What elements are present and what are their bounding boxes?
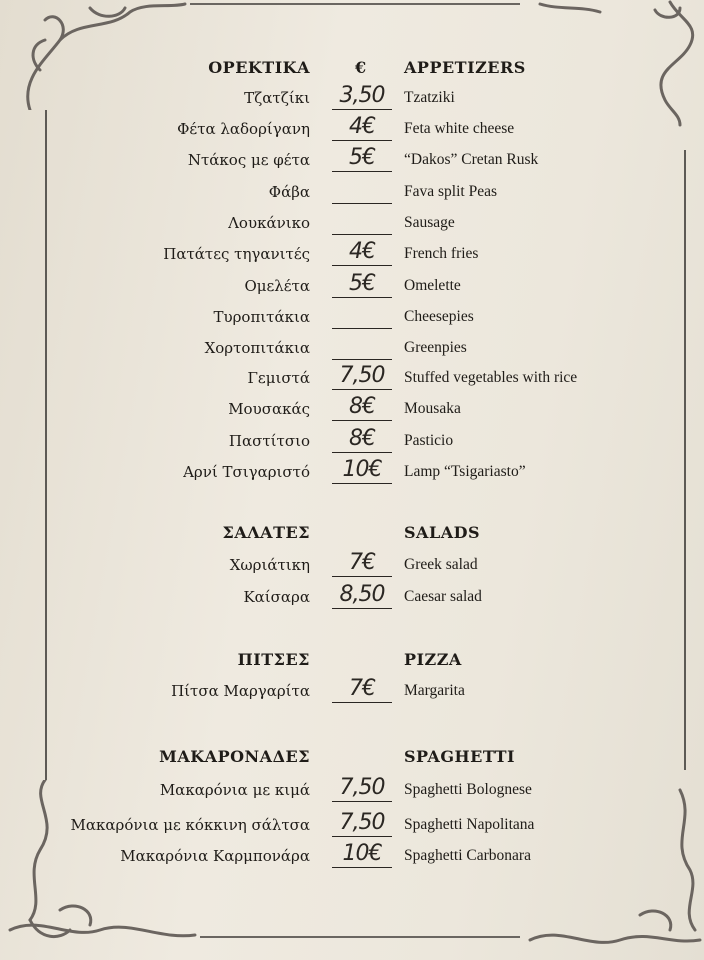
menu-item-price: 7,50	[339, 775, 385, 800]
corner-flourish-icon	[530, 0, 704, 130]
menu-item-price: 8,50	[339, 582, 385, 607]
price-line	[332, 203, 392, 204]
menu-item-gr: Χωριάτικη	[229, 556, 310, 574]
bottom-border-line	[200, 936, 520, 938]
menu-item-gr: Μακαρόνια με κιμά	[159, 781, 310, 799]
menu-item-gr: Μουσακάς	[228, 400, 310, 418]
menu-item-gr: Ντάκος με φέτα	[187, 151, 310, 169]
left-border-line	[45, 110, 47, 780]
price-line	[332, 359, 392, 360]
price-line	[332, 109, 392, 110]
menu-item-en: Margarita	[404, 682, 465, 699]
corner-flourish-icon	[0, 0, 190, 110]
menu-item-en: Cheesepies	[404, 308, 474, 325]
menu-item-en: Feta white cheese	[404, 120, 515, 137]
menu-item-en: Sausage	[404, 214, 455, 231]
section-title-gr: ΠΙΤΣΕΣ	[237, 650, 310, 669]
price-line	[332, 140, 392, 141]
price-line	[332, 234, 392, 235]
menu-item-price: 5€	[349, 145, 375, 170]
menu-item-en: Spaghetti Carbonara	[404, 847, 531, 864]
menu-item-en: Greek salad	[404, 556, 478, 573]
menu-item-price: 3,50	[339, 83, 385, 108]
menu-item-gr: Μακαρόνια Καρμπονάρα	[120, 847, 310, 865]
menu-item-en: Tzatziki	[404, 89, 455, 106]
section-title-en: PIZZA	[404, 650, 462, 669]
menu-item-price: 5€	[349, 271, 375, 296]
price-line	[332, 576, 392, 577]
menu-item-price: 4€	[349, 239, 375, 264]
price-line	[332, 265, 392, 266]
menu-item-gr: Καίσαρα	[243, 588, 310, 606]
menu-item-en: Lamp “Tsigariasto”	[404, 463, 526, 480]
menu-item-gr: Αρνί Τσιγαριστό	[183, 463, 310, 481]
price-line	[332, 867, 392, 868]
menu-item-gr: Πατάτες τηγανιτές	[163, 245, 310, 263]
price-line	[332, 297, 392, 298]
menu-item-gr: Χορτοπιτάκια	[204, 339, 310, 357]
price-line	[332, 452, 392, 453]
price-line	[332, 702, 392, 703]
menu-item-gr: Μακαρόνια με κόκκινη σάλτσα	[70, 816, 310, 834]
menu-item-en: Spaghetti Napolitana	[404, 816, 535, 833]
menu-item-en: Mousaka	[404, 400, 461, 417]
menu-item-price: 10€	[342, 457, 382, 482]
corner-flourish-icon	[0, 780, 200, 960]
menu-item-gr: Γεμιστά	[247, 369, 310, 387]
section-title-gr: ΜΑΚΑΡΟΝΑΔΕΣ	[159, 747, 310, 766]
menu-item-en: Caesar salad	[404, 588, 482, 605]
menu-item-price: 4€	[349, 114, 375, 139]
menu-item-en: Stuffed vegetables with rice	[404, 369, 578, 386]
menu-item-gr: Ομελέτα	[244, 277, 310, 295]
menu-item-en: Omelette	[404, 277, 461, 294]
menu-item-gr: Φάβα	[268, 183, 310, 201]
price-line	[332, 483, 392, 484]
menu-item-gr: Τζατζίκι	[244, 89, 310, 107]
top-border-line	[190, 3, 520, 5]
price-line	[332, 389, 392, 390]
menu-item-en: “Dakos” Cretan Rusk	[404, 151, 539, 168]
menu-item-gr: Λουκάνικο	[228, 214, 310, 232]
menu-item-price: 7€	[349, 550, 375, 575]
menu-item-price: 7,50	[339, 363, 385, 388]
menu-item-gr: Παστίτσιο	[228, 432, 310, 450]
price-line	[332, 836, 392, 837]
right-border-line	[684, 150, 686, 770]
price-line	[332, 420, 392, 421]
menu-item-price: 8€	[349, 394, 375, 419]
section-title-gr: ΟΡΕΚΤΙΚΑ	[208, 58, 310, 77]
section-title-gr: ΣΑΛΑΤΕΣ	[222, 523, 310, 542]
section-title-en: SALADS	[404, 523, 481, 542]
price-line	[332, 801, 392, 802]
menu-item-price: 8€	[349, 426, 375, 451]
menu-item-gr: Φέτα λαδορίγανη	[177, 120, 310, 138]
corner-flourish-icon	[520, 780, 704, 960]
menu-item-en: Fava split Peas	[404, 183, 497, 200]
price-line	[332, 328, 392, 329]
menu-item-en: Pasticio	[404, 432, 454, 449]
price-line	[332, 171, 392, 172]
currency-header: €	[355, 58, 367, 77]
menu-item-en: Greenpies	[404, 339, 467, 356]
price-line	[332, 608, 392, 609]
menu-item-price: 10€	[342, 841, 382, 866]
menu-item-en: Spaghetti Bolognese	[404, 781, 532, 798]
section-title-en: APPETIZERS	[404, 58, 526, 77]
menu-item-gr: Τυροπιτάκια	[213, 308, 310, 326]
menu-item-gr: Πίτσα Μαργαρίτα	[171, 682, 310, 700]
menu-item-price: 7,50	[339, 810, 385, 835]
section-title-en: SPAGHETTI	[404, 747, 516, 766]
menu-item-en: French fries	[404, 245, 479, 262]
menu-item-price: 7€	[349, 676, 375, 701]
